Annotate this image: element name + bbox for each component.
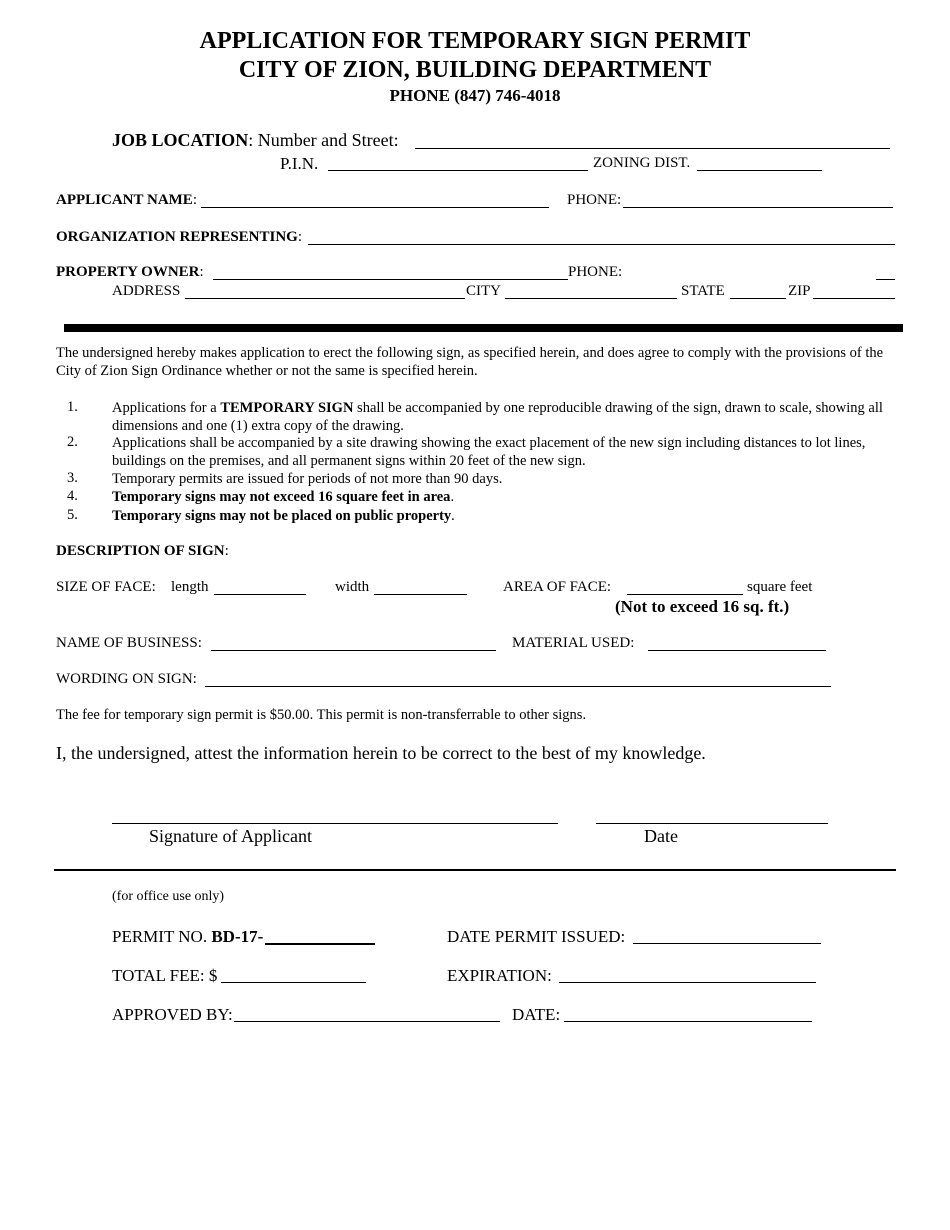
department-title: CITY OF ZION, BUILDING DEPARTMENT — [238, 57, 712, 83]
area-of-face-label: AREA OF FACE: — [503, 579, 612, 595]
property-owner-bold: PROPERTY OWNER — [56, 264, 200, 280]
permit-no-field[interactable] — [265, 943, 375, 945]
office-divider — [54, 869, 896, 871]
length-label: length — [171, 579, 209, 595]
form-title: APPLICATION FOR TEMPORARY SIGN PERMIT — [199, 28, 751, 54]
date-issued-label: DATE PERMIT ISSUED: — [447, 927, 626, 946]
square-feet-label: square feet — [747, 579, 813, 595]
date-issued-field[interactable] — [633, 943, 821, 944]
width-label: width — [335, 579, 370, 595]
rule-3-number: 3. — [67, 470, 78, 486]
section-divider — [64, 324, 903, 332]
business-name-field[interactable] — [211, 650, 496, 651]
signature-date-field[interactable] — [596, 823, 828, 824]
rule-1-number: 1. — [67, 399, 78, 415]
owner-phone-label: PHONE: — [568, 264, 623, 280]
owner-phone-field[interactable] — [876, 279, 895, 280]
size-of-face-label: SIZE OF FACE: — [56, 579, 156, 595]
zoning-field[interactable] — [697, 170, 822, 171]
approval-date-label: DATE: — [512, 1005, 561, 1024]
expiration-label: EXPIRATION: — [447, 966, 552, 985]
material-label: MATERIAL USED: — [512, 635, 635, 651]
area-field[interactable] — [627, 594, 743, 595]
property-owner-colon: : — [199, 264, 204, 280]
organization-label — [56, 229, 302, 246]
fee-statement: The fee for temporary sign permit is $50.00. This permit is non-transferrable to other signs. — [56, 707, 587, 723]
job-location-bold: JOB LOCATION — [112, 130, 249, 150]
job-location-label — [112, 130, 399, 151]
state-label: STATE — [681, 283, 725, 299]
approved-by-field[interactable] — [234, 1021, 500, 1022]
attestation: I, the undersigned, attest the information herein to be correct to the best of my knowledge. — [56, 743, 706, 763]
rule-5-number: 5. — [67, 507, 78, 523]
rule-5-post: . — [451, 508, 455, 524]
max-area-note: (Not to exceed 16 sq. ft.) — [615, 597, 790, 616]
zip-field[interactable] — [813, 298, 895, 299]
address-field[interactable] — [185, 298, 465, 299]
rule-5-bold: Temporary signs may not be placed on public property — [112, 508, 452, 524]
wording-label: WORDING ON SIGN: — [56, 671, 197, 687]
state-field[interactable] — [730, 298, 786, 299]
organization-bold: ORGANIZATION REPRESENTING — [56, 229, 298, 245]
property-owner-field[interactable] — [213, 279, 568, 280]
signature-date-label: Date — [644, 826, 678, 846]
zoning-label: ZONING DIST. — [593, 155, 691, 171]
rule-4-bold: Temporary signs may not exceed 16 square feet in area — [112, 489, 451, 505]
total-fee-field[interactable] — [221, 982, 366, 983]
zip-label: ZIP — [788, 283, 811, 299]
rule-2-number: 2. — [67, 434, 78, 450]
organization-field[interactable] — [308, 244, 895, 245]
pin-field[interactable] — [328, 170, 588, 171]
job-location-suffix: : Number and Street: — [248, 130, 399, 150]
applicant-name-label — [56, 192, 197, 209]
signature-field[interactable] — [112, 823, 558, 824]
permit-prefix: BD-17- — [211, 927, 264, 946]
applicant-phone-field[interactable] — [623, 207, 893, 208]
business-name-label: NAME OF BUSINESS: — [56, 635, 202, 651]
city-field[interactable] — [505, 298, 677, 299]
rule-4-number: 4. — [67, 488, 78, 504]
description-heading — [56, 543, 229, 560]
total-fee-label: TOTAL FEE: $ — [112, 966, 218, 985]
rule-4-post: . — [450, 489, 455, 505]
permit-no-text: PERMIT NO. — [112, 927, 208, 946]
length-field[interactable] — [214, 594, 306, 595]
department-phone: PHONE (847) 746-4018 — [389, 86, 561, 105]
wording-field[interactable] — [205, 686, 831, 687]
applicant-name-bold: APPLICANT NAME — [56, 192, 193, 208]
approval-date-field[interactable] — [564, 1021, 812, 1022]
pin-label: P.I.N. — [280, 154, 319, 173]
description-colon: : — [224, 543, 229, 559]
address-label: ADDRESS — [112, 283, 181, 299]
description-heading-bold: DESCRIPTION OF SIGN — [56, 543, 225, 559]
intro-paragraph: The undersigned hereby makes application to erect the following sign, as specified herein, and does agree to comply with the provisions of the City of Zion Sign Ordinance whether or not the same is specified herein. — [56, 345, 884, 379]
width-field[interactable] — [374, 594, 467, 595]
expiration-field[interactable] — [559, 982, 816, 983]
approved-by-label: APPROVED BY: — [112, 1005, 233, 1024]
applicant-phone-label: PHONE: — [567, 192, 622, 208]
rule-2-text: Applications shall be accompanied by a site drawing showing the exact placement of the new sign including distances to lot lines, buildings on the premises, and all permanent signs within 20 feet of the new sign. — [112, 435, 866, 469]
rule-1-pre: Applications for a — [112, 400, 221, 416]
applicant-colon: : — [192, 192, 197, 208]
applicant-name-field[interactable] — [201, 207, 549, 208]
property-owner-label — [56, 264, 204, 281]
rule-1-bold: TEMPORARY SIGN — [220, 400, 354, 416]
rule-1-text — [112, 399, 902, 435]
permit-no-label — [112, 927, 263, 947]
organization-colon: : — [297, 229, 303, 245]
job-location-field[interactable] — [415, 148, 890, 149]
material-field[interactable] — [648, 650, 826, 651]
rule-4-text — [112, 488, 902, 506]
rule-3-text: Temporary permits are issued for periods of not more than 90 days. — [112, 471, 503, 487]
rule-1-post: shall be accompanied by one reproducible drawing of the sign, drawn to scale, showing all dimensions and one (1) extra copy of the drawing. — [112, 400, 883, 434]
office-use-note: (for office use only) — [112, 889, 225, 904]
rule-5-text — [112, 507, 902, 525]
city-label: CITY — [466, 283, 501, 299]
signature-label: Signature of Applicant — [149, 826, 312, 846]
